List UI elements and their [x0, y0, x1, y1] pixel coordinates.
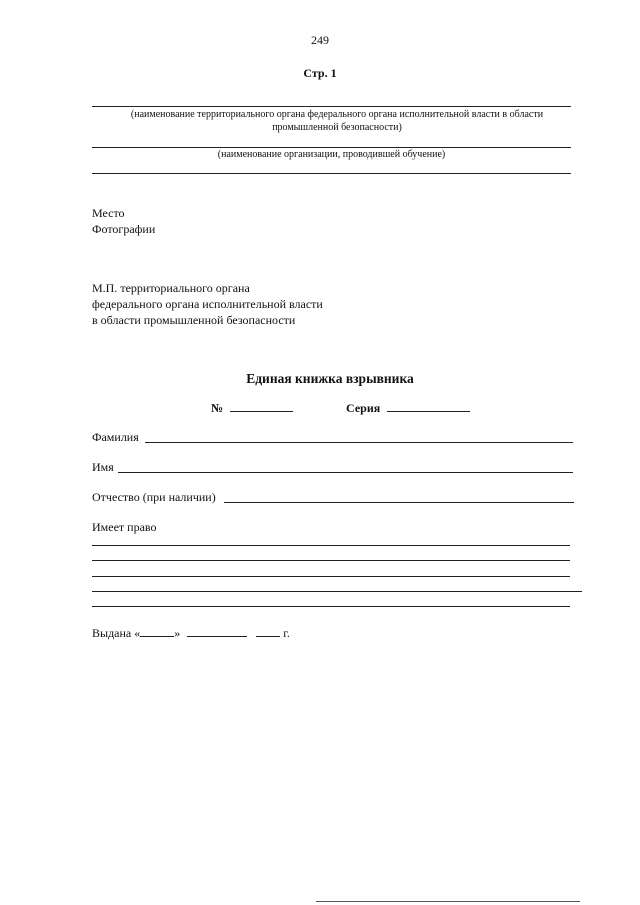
page-number: 249: [311, 33, 329, 47]
series-input[interactable]: [387, 400, 470, 412]
patronymic-input[interactable]: [224, 502, 574, 503]
photo-label-line1: Место: [92, 206, 125, 220]
territorial-organ-line[interactable]: [92, 106, 571, 107]
number-field: [211, 400, 293, 416]
number-label: №: [211, 401, 224, 415]
photo-place: [92, 205, 155, 237]
issued-month-input[interactable]: [187, 625, 247, 637]
photo-label-line2: Фотографии: [92, 222, 156, 236]
page-bottom-edge: [316, 901, 580, 902]
name-label: Имя: [92, 460, 114, 474]
name-input[interactable]: [118, 472, 573, 473]
organization-caption: (наименование организации, проводившей обучение): [217, 149, 446, 160]
issued-label: Выдана «: [92, 626, 141, 640]
series-label: Серия: [346, 401, 381, 415]
stamp-block: [92, 280, 323, 328]
page-label: Стр. 1: [303, 66, 337, 80]
issued-year-suffix: г.: [283, 626, 290, 640]
surname-input[interactable]: [145, 442, 573, 443]
has-right-line-2[interactable]: [92, 560, 570, 561]
patronymic-label: Отчество (при наличии): [92, 490, 216, 504]
territorial-organ-caption: (наименование территориального органа федерального органа исполнительной власти в области промышленной безопасности): [130, 109, 544, 133]
has-right-line-3[interactable]: [92, 576, 570, 577]
has-right-line-1[interactable]: [92, 545, 570, 546]
series-field: [346, 400, 470, 416]
surname-label: Фамилия: [92, 430, 139, 444]
number-input[interactable]: [230, 400, 293, 412]
stamp-line1: М.П. территориального органа: [92, 281, 250, 295]
stamp-line3: в области промышленной безопасности: [92, 313, 296, 327]
issued-quote-close: »: [174, 626, 181, 640]
issued-year-input[interactable]: [256, 625, 280, 637]
document-title: Единая книжка взрывника: [246, 371, 414, 386]
issued-day-input[interactable]: [140, 625, 174, 637]
has-right-line-4[interactable]: [92, 591, 582, 592]
stamp-line2: федерального органа исполнительной власти: [92, 297, 323, 311]
issued-field: [92, 625, 290, 641]
blank-line[interactable]: [92, 173, 571, 174]
has-right-line-5[interactable]: [92, 606, 570, 607]
has-right-label: Имеет право: [92, 520, 157, 534]
